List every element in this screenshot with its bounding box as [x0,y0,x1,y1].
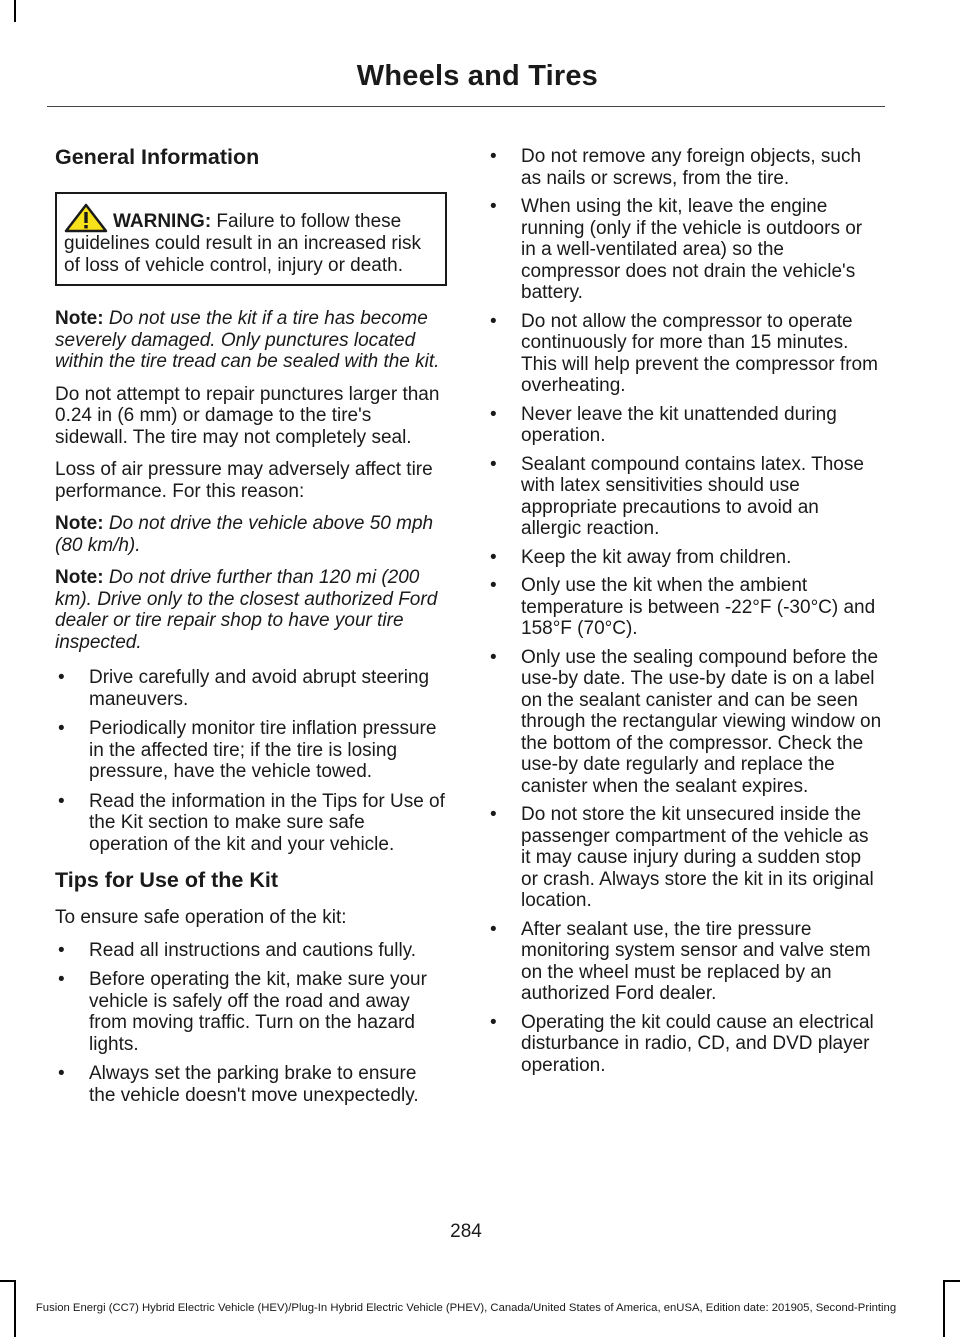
bullet-glyph: • [490,918,497,940]
paragraph-safe-operation: To ensure safe operation of the kit: [55,907,347,928]
list-item: • Only use the sealing compound before the use-by date. The use-by date is on a label on the sealant canister and can be seen through the rectangular viewing window on the bottom of the compressor. Check the use-by date regularly and replace the canister when the sealant expires. [490,646,882,797]
bullet-glyph: • [58,969,65,990]
list-item: • Do not store the kit unsecured inside the passenger compartment of the vehicle as it may cause injury during a sudden stop or crash. Always store the kit in its original location. [490,804,874,911]
list-item: • Never leave the kit unattended during operation. [490,403,837,446]
footer-edition-info: Fusion Energi (CC7) Hybrid Electric Vehicle (HEV)/Plug-In Hybrid Electric Vehicle (PHEV), Canada/United States of America, enUSA, Edition date: 201905, Second-Printing [35,1302,897,1314]
bullet-list-kit-cautions [487,146,882,1076]
page-number: 284 [450,1221,482,1242]
list-item: • Operating the kit could cause an electrical disturbance in radio, CD, and DVD player operation. [490,1011,874,1076]
bullet-list-tips [55,940,447,1107]
note-label: Note: [55,513,104,534]
right-column [487,146,882,1083]
bullet-glyph: • [490,403,497,425]
paragraph-air-pressure: Loss of air pressure may adversely affect tire performance. For this reason: [55,459,433,502]
bullet-glyph: • [490,146,497,167]
bullet-glyph: • [490,546,497,568]
note-2 [55,513,447,556]
bullet-glyph: • [490,575,497,596]
list-item: • Do not remove any foreign objects, such as nails or screws, from the tire. [490,146,862,189]
list-item: • Do not allow the compressor to operate continuously for more than 15 minutes. This will help prevent the compressor from overheating. [490,310,878,396]
bullet-glyph: • [58,718,65,739]
note-1 [55,308,447,373]
section-title-tips: Tips for Use of the Kit [55,868,278,892]
list-item: • Drive carefully and avoid abrupt steering maneuvers. [58,667,430,710]
crop-mark-top-left [14,0,16,22]
note-label: Note: [55,308,104,329]
list-item: • After sealant use, the tire pressure monitoring system sensor and valve stem on the wheel must be replaced by an authorized Ford dealer. [490,918,871,1004]
warning-label: WARNING: [113,211,212,232]
warning-triangle-icon [64,203,108,233]
paragraph-puncture-size: Do not attempt to repair punctures larger than 0.24 in (6 mm) or damage to the tire's sidewall. The tire may not completely seal. [55,383,440,448]
note-text: Do not use the kit if a tire has become severely damaged. Only punctures located within the tire tread can be sealed with the kit. [55,308,440,372]
list-item: • Periodically monitor tire inflation pressure in the affected tire; if the tire is losing pressure, have the vehicle towed. [58,718,437,782]
bullet-glyph: • [58,790,65,812]
list-item: • Read all instructions and cautions fully. [58,939,417,961]
warning-text: Failure to follow these guidelines could result in an increased risk of loss of vehicle control, injury or death. [64,211,421,276]
bullet-glyph: • [58,1063,65,1084]
list-item: • Before operating the kit, make sure your vehicle is safely off the road and away from moving traffic. Turn on the hazard lights. [58,969,427,1055]
header-divider [47,106,885,107]
list-item: • When using the kit, leave the engine running (only if the vehicle is outdoors or in a well-ventilated area) so the compressor does not drain the vehicle's battery. [490,196,863,303]
bullet-glyph: • [490,646,497,668]
bullet-glyph: • [490,1011,497,1033]
page-title: Wheels and Tires [356,60,598,92]
bullet-glyph: • [490,804,497,825]
note-3 [55,567,447,653]
list-item: • Always set the parking brake to ensure the vehicle doesn't move unexpectedly. [58,1063,419,1106]
bullet-glyph: • [58,939,65,961]
left-column [55,142,447,1114]
note-label: Note: [55,567,104,588]
crop-mark-bottom-right [943,1282,945,1337]
crop-mark-bottom-right-h [943,1280,960,1282]
bullet-glyph: • [490,453,497,475]
crop-mark-bottom-left-h [0,1280,16,1282]
list-item: • Sealant compound contains latex. Those with latex sensitivities should use appropriate precautions to avoid an allergic reaction. [490,453,864,539]
list-item: • Only use the kit when the ambient temperature is between -22°F (-30°C) and 158°F (70°C). [490,575,876,639]
warning-box [55,192,447,286]
note-text: Do not drive the vehicle above 50 mph (80 km/h). [55,513,434,556]
bullet-glyph: • [490,310,497,332]
section-title-general-information: General Information [55,145,260,169]
bullet-list-driving [55,667,447,855]
bullet-glyph: • [490,196,497,217]
list-item: • Read the information in the Tips for Use of the Kit section to make sure safe operation of the kit and your vehicle. [58,790,445,855]
bullet-glyph: • [58,667,65,688]
note-text: Do not drive further than 120 mi (200 km). Drive only to the closest authorized Ford dealer or tire repair shop to have your tire inspected. [55,567,438,653]
list-item: • Keep the kit away from children. [490,546,792,568]
